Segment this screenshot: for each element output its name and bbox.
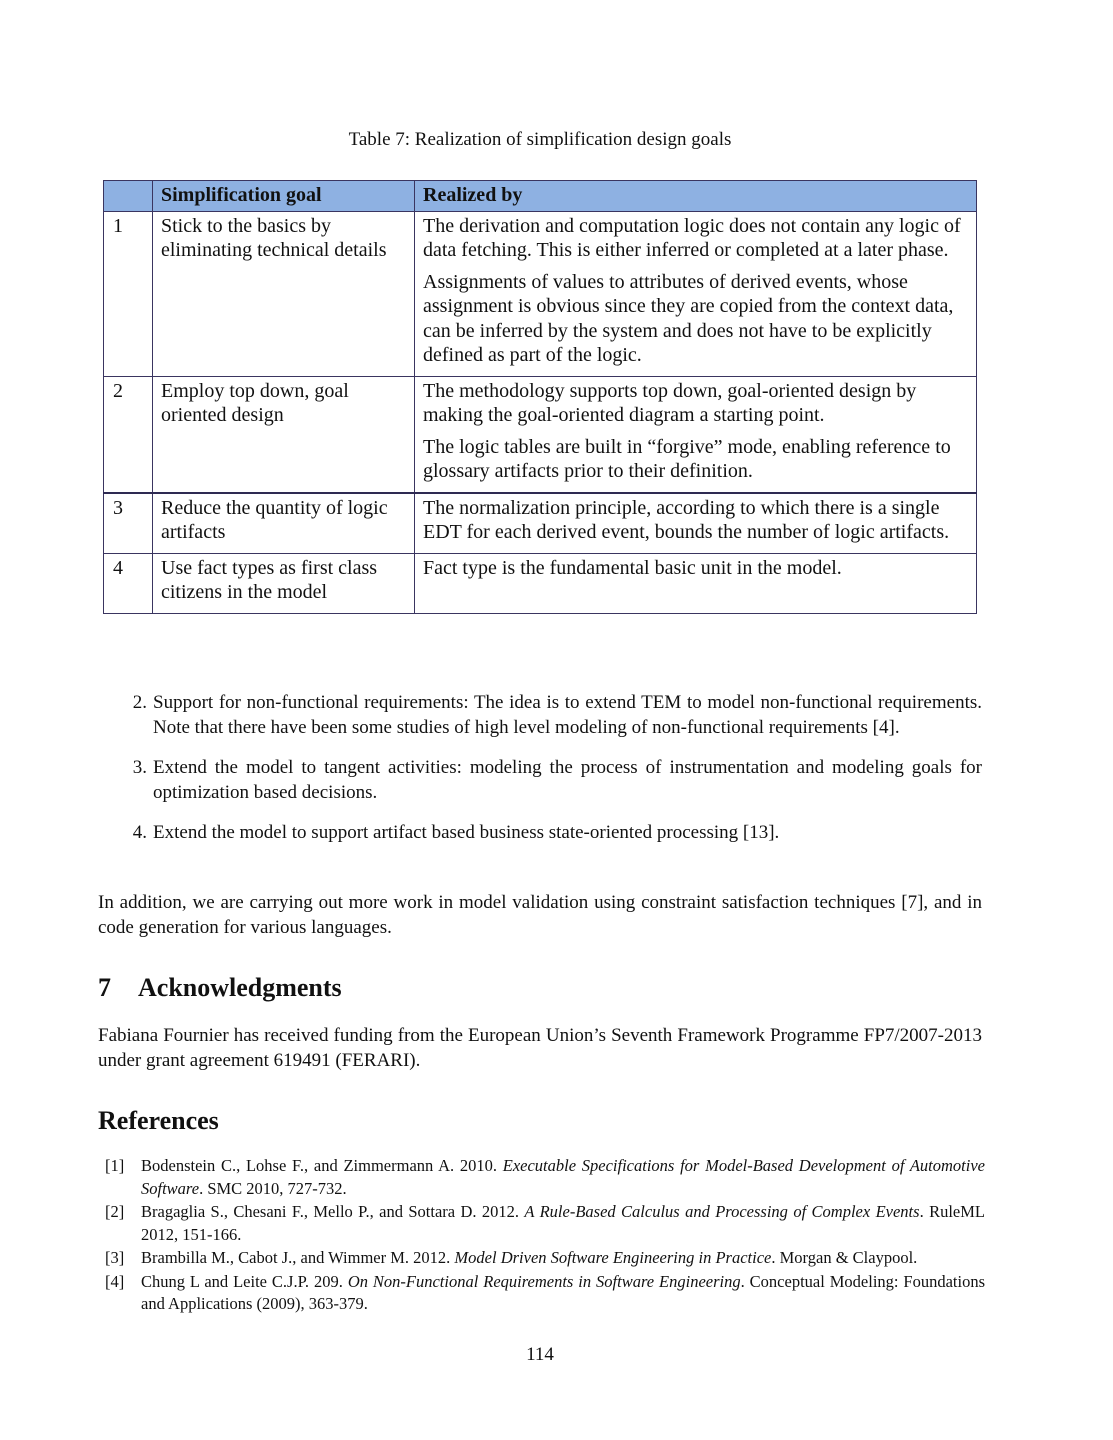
table-row [104, 211, 977, 376]
table-header-row [104, 181, 977, 212]
addition-paragraph: In addition, we are carrying out more work in model validation using constraint satisfaction techniques [7], and in code generation for various languages. [98, 892, 982, 938]
realized-by-paragraph: The methodology supports top down, goal-oriented design by making the goal-oriented diagram a starting point. [423, 379, 917, 426]
reference-title: A Rule-Based Calculus and Processing of Complex Events [524, 1202, 920, 1221]
list-item [98, 690, 982, 740]
list-item-text: Extend the model to support artifact based business state-oriented processing [13]. [153, 822, 780, 843]
row-goal: Stick to the basics by eliminating technical details [153, 211, 415, 376]
section-number: 7 [98, 973, 111, 1002]
row-realized-by [415, 211, 977, 376]
realized-by-paragraph: Assignments of values to attributes of derived events, whose assignment is obvious since they are copied from the context data, can be inferred by the system and does not have to be explicitly defined as part of the logic. [423, 270, 954, 366]
reference-title: Model Driven Software Engineering in Practice [454, 1248, 772, 1267]
reference-label: [1] [105, 1156, 125, 1175]
reference-item [105, 1271, 985, 1316]
reference-item [105, 1247, 985, 1270]
simplification-goals-table [103, 180, 977, 614]
reference-text: Brambilla M., Cabot J., and Wimmer M. 2012. Model Driven Software Engineering in Practice. Morgan & Claypool. [141, 1248, 918, 1267]
list-item [98, 820, 982, 845]
table-row [104, 553, 977, 613]
reference-title: On Non-Functional Requirements in Software Engineering [347, 1271, 741, 1291]
row-goal: Employ top down, goal oriented design [153, 376, 415, 493]
references-heading: References [98, 1106, 219, 1135]
row-number: 1 [104, 211, 153, 376]
row-goal: Use fact types as first class citizens in the model [153, 553, 415, 613]
reference-label: [2] [105, 1202, 125, 1221]
list-item-text: Support for non-functional requirements: The idea is to extend TEM to model non-functional requirements. Note that there have been some studies of high level modeling of non-functional requirements [4]. [153, 692, 982, 738]
references-list [105, 1155, 985, 1317]
realized-by-paragraph: The logic tables are built in “forgive” mode, enabling reference to glossary artifacts prior to their definition. [423, 435, 951, 482]
row-goal: Reduce the quantity of logic artifacts [153, 493, 415, 554]
section-title: Acknowledgments [138, 973, 342, 1002]
reference-item [105, 1155, 985, 1200]
row-realized-by [415, 376, 977, 493]
reference-label: [4] [105, 1271, 125, 1291]
reference-title: Executable Specifications for Model-Based Development of Automotive Software [141, 1156, 986, 1198]
reference-text: Bodenstein C., Lohse F., and Zimmermann A. 2010. Executable Specifications for Model-Based Development of Automotive Software. SMC 2010, 727-732. [141, 1156, 986, 1198]
realized-by-paragraph: The derivation and computation logic does not contain any logic of data fetching. This is either inferred or completed at a later phase. [423, 214, 961, 261]
table-row [104, 376, 977, 493]
reference-label: [3] [105, 1248, 125, 1267]
page-number: 114 [526, 1344, 554, 1365]
realized-by-paragraph: The normalization principle, according to which there is a single EDT for each derived event, bounds the number of logic artifacts. [423, 496, 950, 543]
header-realized-by: Realized by [415, 181, 977, 212]
row-number: 2 [104, 376, 153, 493]
reference-text: Chung L and Leite C.J.P. 209. On Non-Functional Requirements in Software Engineering. Conceptual Modeling: Foundations and Applications (2009), 363-379. [141, 1271, 986, 1313]
future-work-list [98, 690, 982, 860]
acknowledgments-text: Fabiana Fournier has received funding from the European Union’s Seventh Framework Programme FP7/2007-2013 under grant agreement 619491 (FERARI). [98, 1025, 982, 1071]
list-item-number: 4. [132, 822, 147, 843]
table-row [104, 493, 977, 554]
list-item [98, 755, 982, 805]
table-caption: Table 7: Realization of simplification design goals [348, 129, 732, 150]
list-item-number: 3. [132, 757, 147, 778]
row-number: 4 [104, 553, 153, 613]
header-simplification-goal: Simplification goal [153, 181, 415, 212]
acknowledgments-heading [98, 973, 342, 1003]
reference-text: Bragaglia S., Chesani F., Mello P., and Sottara D. 2012. A Rule-Based Calculus and Processing of Complex Events. RuleML 2012, 151-166. [141, 1202, 985, 1244]
reference-item [105, 1201, 985, 1246]
row-number: 3 [104, 493, 153, 554]
list-item-text: Extend the model to tangent activities: modeling the process of instrumentation and modeling goals for optimization based decisions. [153, 757, 982, 803]
list-item-number: 2. [132, 692, 147, 713]
row-realized-by [415, 553, 977, 613]
header-number [104, 181, 153, 212]
row-realized-by [415, 493, 977, 554]
realized-by-paragraph: Fact type is the fundamental basic unit in the model. [423, 556, 842, 579]
